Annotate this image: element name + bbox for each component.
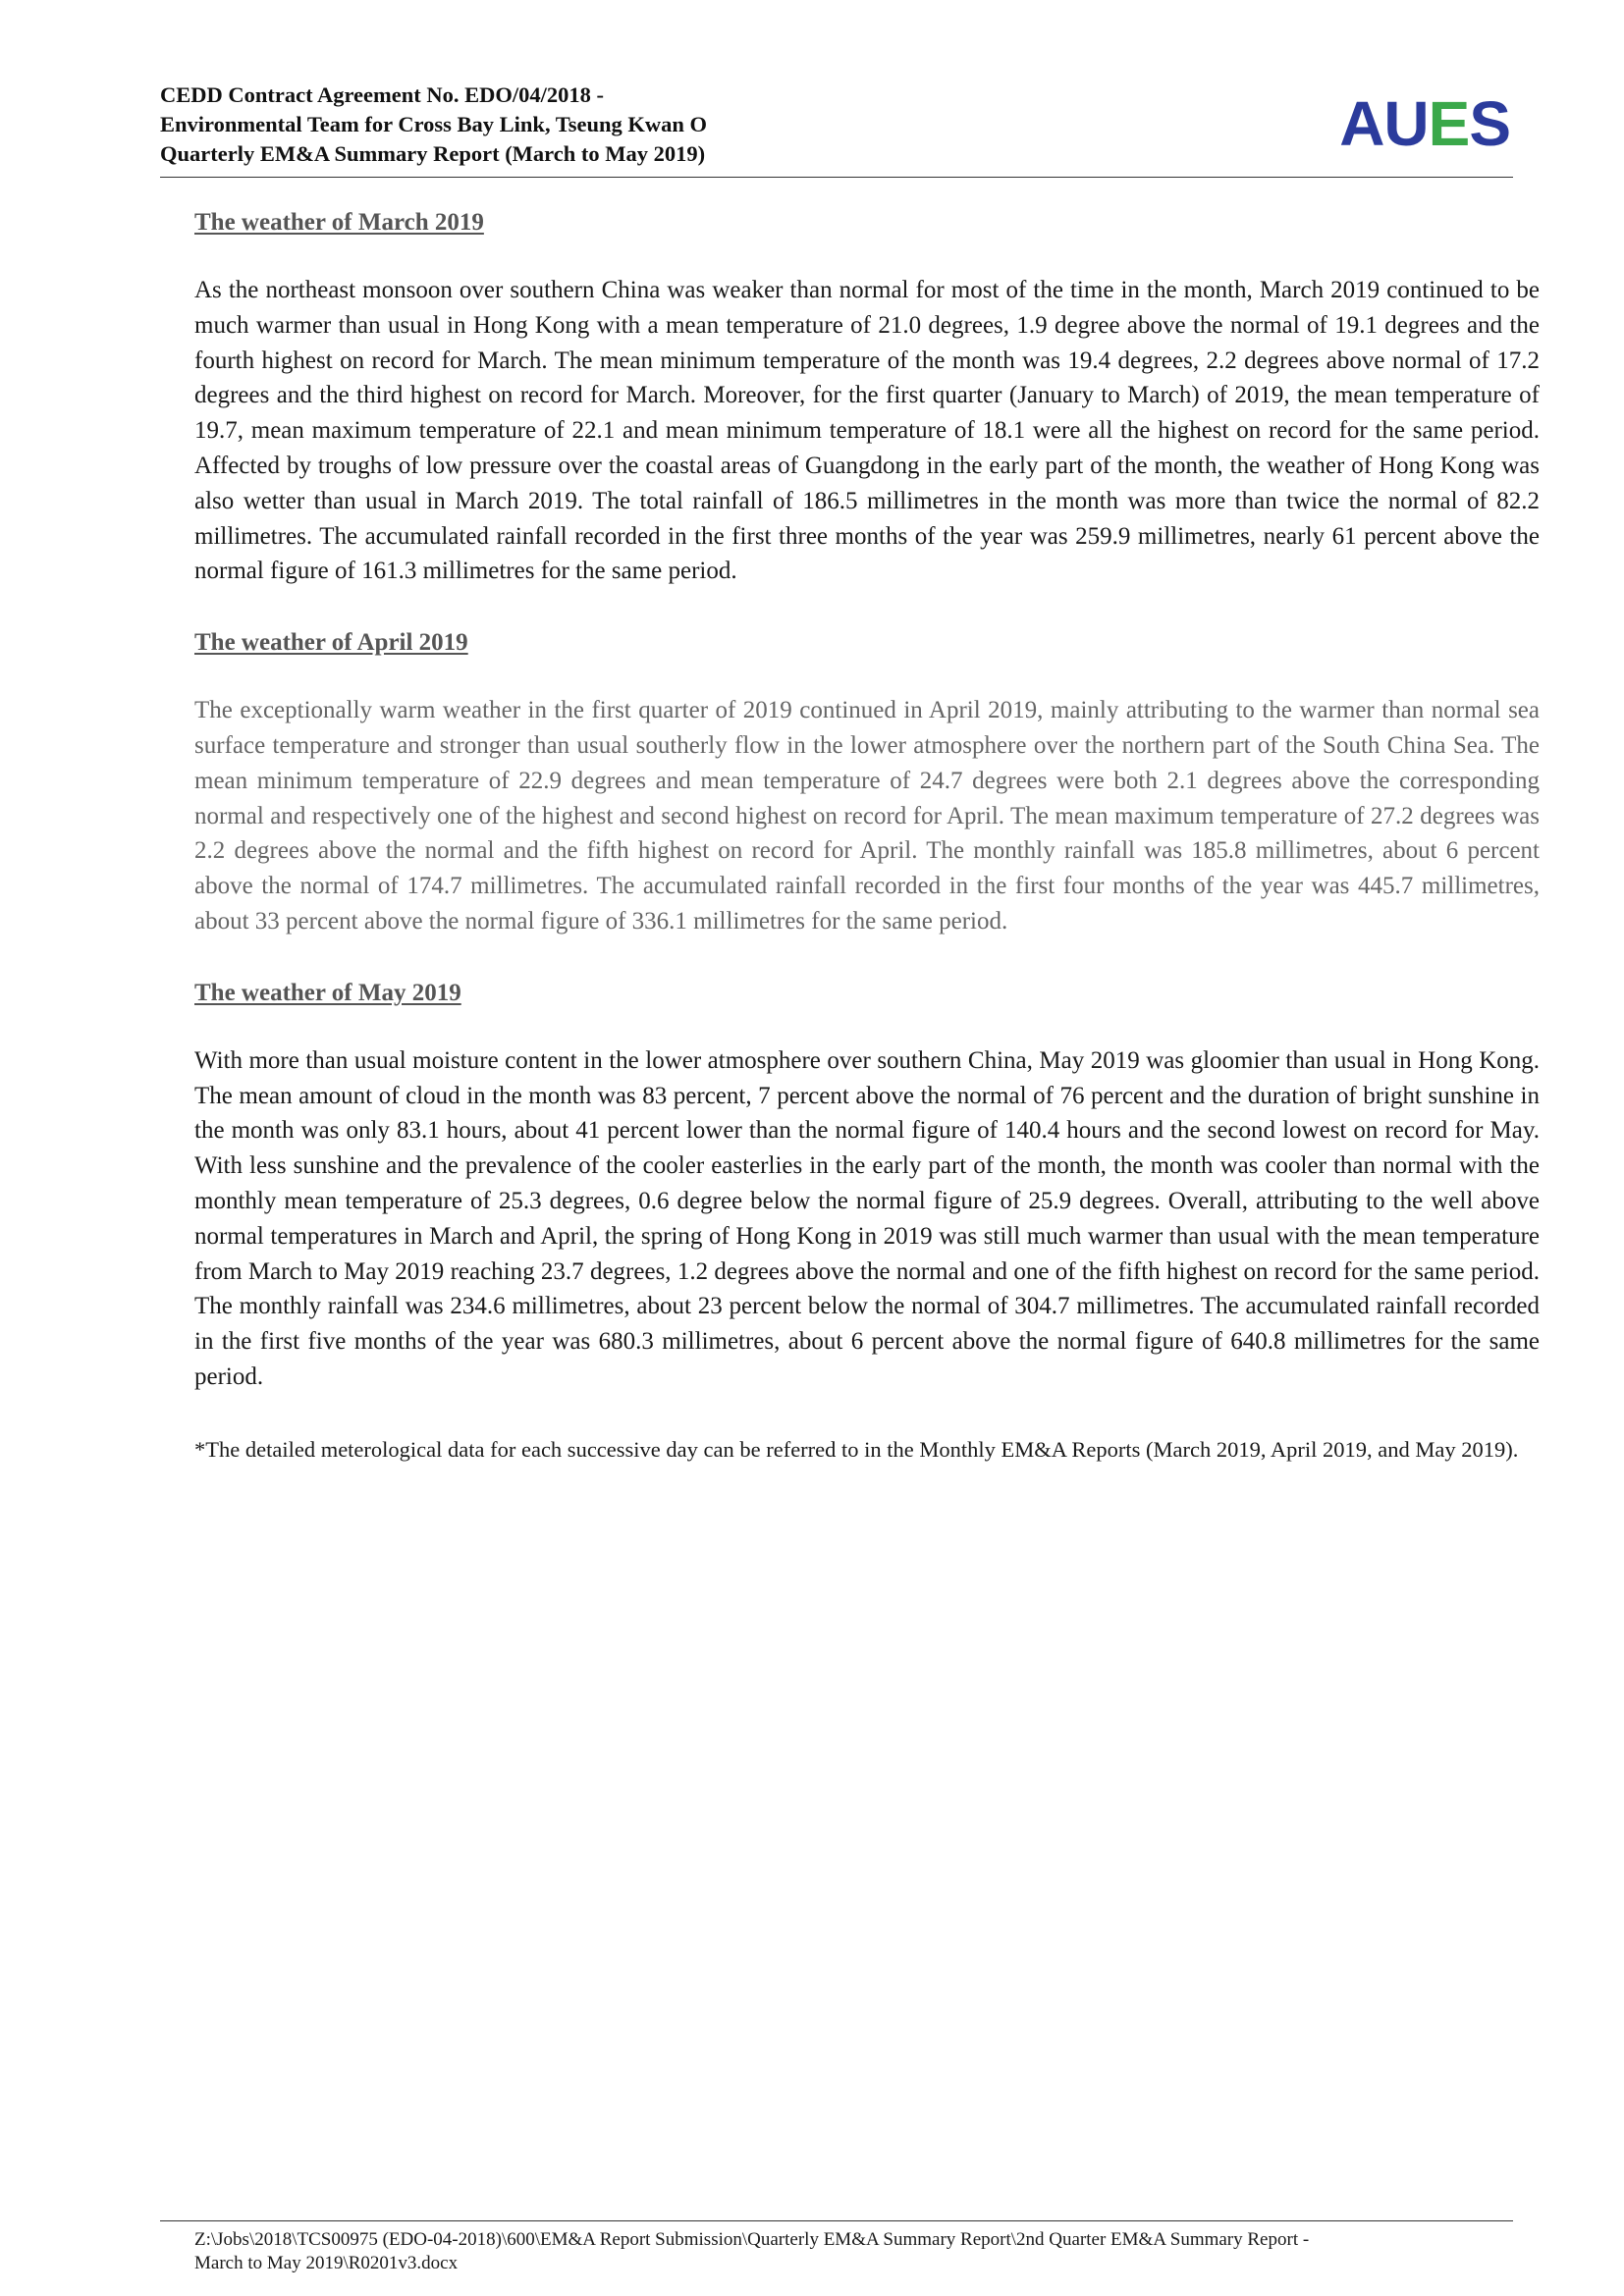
logo-part-e: E [1428, 88, 1470, 159]
logo-part-au: AU [1339, 88, 1429, 159]
section-body-march: As the northeast monsoon over southern China was weaker than normal for most of the time in the month, March 2019 continued to be much warmer than usual in Hong Kong with a mean temperature of 21.0 degrees, 1.9 degree above the normal of 19.1 degrees and the fourth highest on record for March. The mean minimum temperature of the month was 19.4 degrees, 2.2 degrees above normal of 17.2 degrees and the third highest on record for March. Moreover, for the first quarter (January to March) of 2019, the mean temperature of 19.7, mean maximum temperature of 22.1 and mean minimum temperature of 18.1 were all the highest on record for the same period. Affected by troughs of low pressure over the coastal areas of Guangdong in the early part of the month, the weather of Hong Kong was also wetter than usual in March 2019. The total rainfall of 186.5 millimetres in the month was more than twice the normal of 82.2 millimetres. The accumulated rainfall recorded in the first three months of the year was 259.9 millimetres, nearly 61 percent above the normal figure of 161.3 millimetres for the same period. [194, 277, 1540, 585]
footer-file-path-line1: Z:\Jobs\2018\TCS00975 (EDO-04-2018)\600\EM&A Report Submission\Quarterly EM&A Summary Report\2nd Quarter EM&A Summary Report - [194, 2229, 1310, 2250]
header-title-block [160, 80, 707, 169]
page-header [160, 80, 1513, 179]
header-divider [160, 177, 1513, 178]
section-heading-march: The weather of March 2019 [194, 209, 484, 236]
section-heading-april: The weather of April 2019 [194, 629, 468, 657]
logo-part-s: S [1469, 88, 1510, 159]
section-body-may: With more than usual moisture content in the lower atmosphere over southern China, May 2019 was gloomier than usual in Hong Kong. The mean amount of cloud in the month was 83 percent, 7 percent above the normal of 76 percent and the duration of bright sunshine in the month was only 83.1 hours, about 41 percent lower than the normal figure of 140.4 hours and the second lowest on record for May. With less sunshine and the prevalence of the cooler easterlies in the early part of the month, the month was cooler than normal with the monthly mean temperature of 25.3 degrees, 0.6 degree below the normal figure of 25.9 degrees. Overall, attributing to the well above normal temperatures in March and April, the spring of Hong Kong in 2019 was still much warmer than usual with the mean temperature from March to May 2019 reaching 23.7 degrees, 1.2 degrees above the normal and one of the fifth highest on record for the same period. The monthly rainfall was 234.6 millimetres, about 23 percent below the normal of 304.7 millimetres. The accumulated rainfall recorded in the first five months of the year was 680.3 millimetres, about 6 percent above the normal figure of 640.8 millimetres for the same period. [194, 1046, 1540, 1390]
header-line-team: Environmental Team for Cross Bay Link, Tseung Kwan O [160, 112, 708, 136]
footer-divider [160, 2220, 1513, 2221]
page-footer [194, 2228, 1520, 2275]
document-body [194, 208, 1540, 1465]
footer-file-path-line2: March to May 2019\R0201v3.docx [194, 2253, 459, 2273]
aues-logo [1339, 88, 1510, 159]
footnote-meteorological-data: *The detailed meterological data for each successive day can be referred to in the Monthly EM&A Reports (March 2019, April 2019, and May 2019). [194, 1436, 1519, 1462]
section-body-april: The exceptionally warm weather in the first quarter of 2019 continued in April 2019, mainly attributing to the warmer than normal sea surface temperature and stronger than usual southerly flow in the lower atmosphere over the northern part of the South China Sea. The mean minimum temperature of 22.9 degrees and mean temperature of 24.7 degrees were both 2.1 degrees above the corresponding normal and respectively one of the highest and second highest on record for April. The mean maximum temperature of 27.2 degrees was 2.2 degrees above the normal and the fifth highest on record for April. The monthly rainfall was 185.8 millimetres, about 6 percent above the normal of 174.7 millimetres. The accumulated rainfall recorded in the first four months of the year was 445.7 millimetres, about 33 percent above the normal figure of 336.1 millimetres for the same period. [194, 697, 1540, 934]
section-heading-may: The weather of May 2019 [194, 979, 461, 1006]
header-line-contract: CEDD Contract Agreement No. EDO/04/2018 - [160, 82, 605, 107]
header-line-report: Quarterly EM&A Summary Report (March to May 2019) [160, 141, 706, 166]
